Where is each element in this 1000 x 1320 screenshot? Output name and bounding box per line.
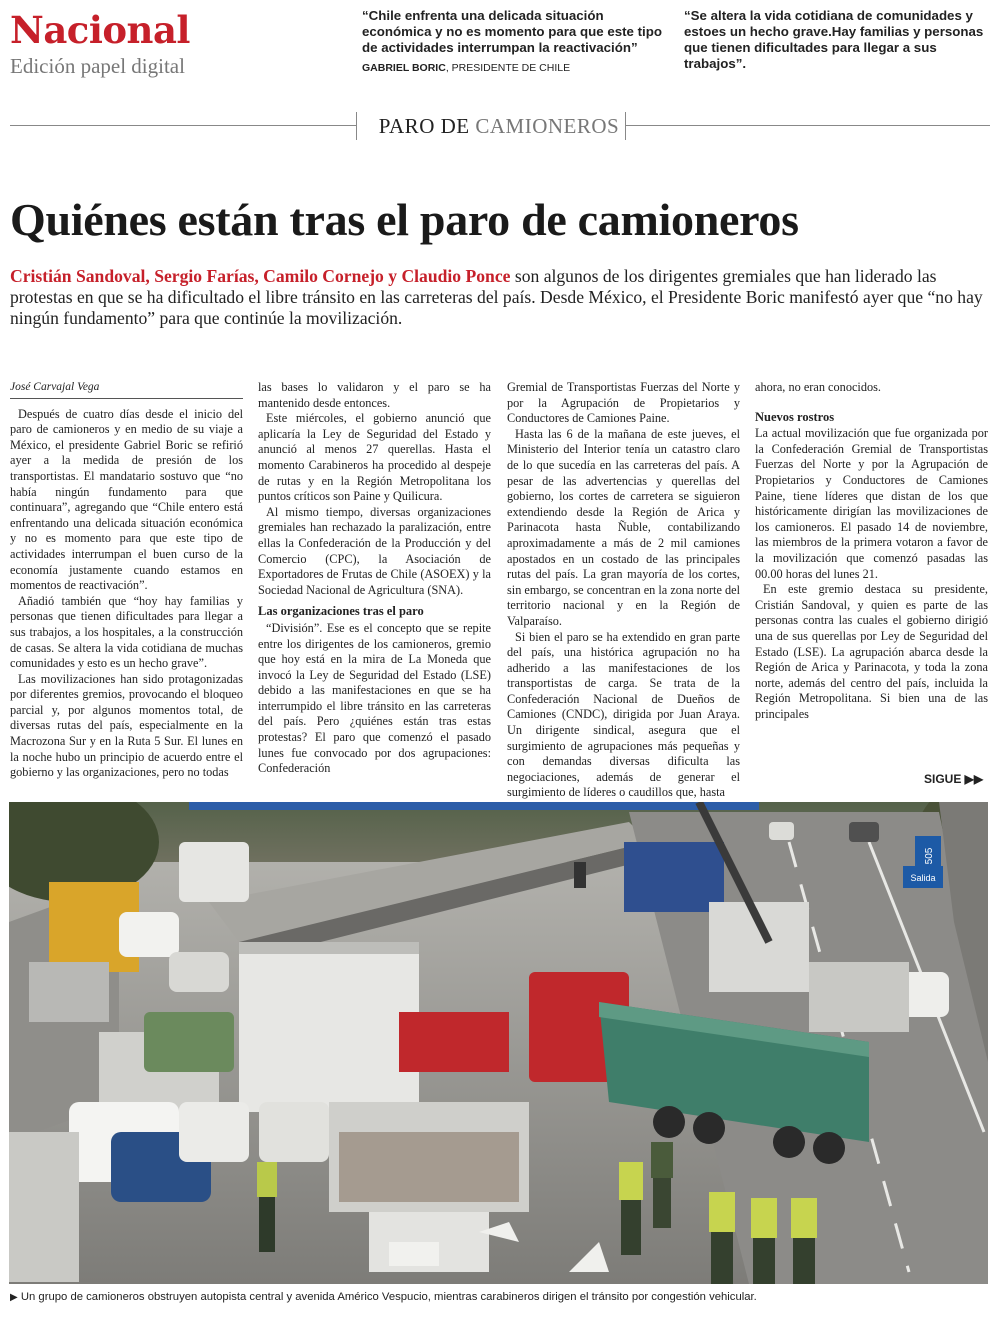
continue-link[interactable]: SIGUE ▶▶ <box>924 772 984 786</box>
masthead <box>10 8 350 88</box>
section-header <box>10 112 990 140</box>
rule-tick-left <box>356 112 357 140</box>
quote-text: “Chile enfrenta una delicada situación económica y no es momento para que este tipo de actividades interrumpan la reactivación” <box>362 8 662 55</box>
edition-label: Edición papel digital <box>10 54 185 78</box>
section-brand: Nacional <box>10 8 190 52</box>
article-lede <box>10 266 992 329</box>
section-title-part1: PARO DE <box>378 114 470 138</box>
paragraph: Este miércoles, el gobierno anunció que aplicaría la Ley de Seguridad del Estado y anunció al menos 27 querellas. Hasta el momento Carabineros ha procedido al despeje de rutas y en la Región Metropolitana los puntos críticos son Paine y Quilicura. <box>258 411 491 504</box>
quote-text: “Se altera la vida cotidiana de comunidades y estoes un hecho grave.Hay familias y personas que tienen dificultades para llegar a sus trabajos”. <box>684 8 984 71</box>
overhead-sign <box>189 802 759 810</box>
rule-left <box>10 125 356 126</box>
rule-tick-right <box>625 112 626 140</box>
exit-sign-text: Salida <box>910 873 936 883</box>
pull-quote-second <box>684 8 992 72</box>
paragraph: Las movilizaciones han sido protagonizadas por diferentes gremios, provocando el bloqueo parcial y, por algunos momentos total, de diversas rutas del país, especialmente en la Macrozona Sur y en la Ruta 5 Sur. El lunes en la noche hubo un principio de acuerdo entre el gobierno y las organizaciones, pero no todas <box>10 671 243 780</box>
paragraph: Añadió también que “hoy hay familias y personas que tienen dificultades para llegar a sus trabajos, a los hospitales, a la construcción de casas. Se altera la vida cotidiana de muchas comunidades y esto es un hecho grave”. <box>10 593 243 671</box>
article-column-3 <box>507 380 740 801</box>
subheading: Nuevos rostros <box>755 409 835 424</box>
white-trailer <box>239 942 419 1112</box>
article-headline: Quiénes están tras el paro de camioneros <box>10 194 799 245</box>
caption-text: Un grupo de camioneros obstruyen autopista central y avenida Américo Vespucio, mientras carabineros dirigen el tránsito por congestión vehicular. <box>17 1291 757 1303</box>
article-column-2 <box>258 380 491 777</box>
photo-illustration <box>9 802 988 1284</box>
paragraph: Gremial de Transportistas Fuerzas del Norte y por la Agrupación de Propietarios y Conductores de Camiones Paine. <box>507 380 740 426</box>
paragraph: las bases lo validaron y el paro se ha mantenido desde entonces. <box>258 380 491 410</box>
paragraph: Después de cuatro días desde el inicio del paro de camioneros y en medio de su viaje a México, el presidente Gabriel Boric se refirió ayer a la medida de presión de los transportistas. El mandatario sostuvo que “no había ningún fundamento para que continuara”, agregando que “Chile entero está enfrentando una delicada situación económica y no es momento para que este tipo de actividades interrumpan el buen curso de la economía justamente cuando estamos en momentos de reactivación”. <box>10 406 243 593</box>
section-title-part2: CAMIONEROS <box>475 114 620 138</box>
section-title <box>360 112 638 140</box>
exit-sign-number-text: 505 <box>924 847 935 865</box>
subheading: Las organizaciones tras el paro <box>258 604 424 619</box>
quote-author <box>362 62 672 74</box>
paragraph: La actual movilización que fue organizada por la Confederación Gremial de Transportistas Fuerzas del Norte y por la Agrupación de Propietarios y Conductores de Camiones Paine, tiene líderes que distan de los que históricamente dirigían las movilizaciones de los camioneros. El pasado 14 de noviembre, las miembros de la primera votaron a favor de la movilización que comenzó pasadas las 00.00 horas del lunes 21. <box>755 426 988 581</box>
quote-author-name: GABRIEL BORIC <box>362 62 446 74</box>
lede-text: son algunos de los dirigentes gremiales que han liderado las protestas en que se ha dificultado el libre tránsito en las carreteras del país. Desde México, el Presidente Boric manifestó ayer que “no hay ningún fundamento” para que continúe la movilización. <box>10 266 983 328</box>
photo-caption <box>10 1290 990 1305</box>
news-photo <box>9 802 988 1284</box>
article-column-4 <box>755 380 988 722</box>
paragraph: En este gremio destaca su presidente, Cristián Sandoval, y quien es parte de las personas contra las cuales el gobierno dirigió una de sus querellas por Ley de Seguridad del Estado (LSE). La agrupación abarca desde la Región de Arica y Parinacota, y toda la zona norte, además del centro del país, incluida la Región Metropolitana. Si bien una de las principales <box>755 582 988 721</box>
paragraph: Al mismo tiempo, diversas organizaciones gremiales han rechazado la paralización, entre ellas la Confederación de la Producción y del Comercio (CPC), la Asociación de Exportadores de Frutas de Chile (ASOEX) y la Sociedad Nacional de Agricultura (SNA). <box>258 504 491 597</box>
byline: José Carvajal Vega <box>10 380 243 399</box>
caption-marker: ▶ <box>10 1292 18 1303</box>
pull-quote-boric <box>362 8 672 74</box>
paragraph: Si bien el paro se ha extendido en gran parte del país, una histórica agrupación no ha adherido a las manifestaciones de los transportistas de carga. Se trata de la Confederación Nacional de Dueños de Camiones (CNDC), dirigida por Juan Araya. Un dirigente sindical, asegura que el surgimiento de agrupaciones más pequeñas y con demandas diversas dificulta las negociaciones, además de generar el surgimiento de líderes o caudillos que, hasta <box>507 629 740 800</box>
lede-names: Cristián Sandoval, Sergio Farías, Camilo Cornejo y Claudio Ponce <box>10 266 511 286</box>
paragraph: ahora, no eran conocidos. <box>755 380 881 394</box>
article-column-1 <box>10 380 243 781</box>
rule-right <box>626 125 990 126</box>
paragraph: Hasta las 6 de la mañana de este jueves, el Ministerio del Interior tenía un catastro claro de lo que sucedía en las carreteras del país. A pesar de las advertencias y querellas del gobierno, los cortes de carretera se siguieron extendiendo desde la Región de Arica y Parinacota hasta Ñuble, contabilizando aproximadamente a más de 2 mil camiones apostados en un costado de las principales rutas del país. La gran mayoría de los cortes, sin embargo, se concentran en la zona norte del territorio nacional y en la Región de Valparaíso. <box>507 426 740 628</box>
quote-author-role: , PRESIDENTE DE CHILE <box>445 62 571 74</box>
paragraph: “División”. Ese es el concepto que se repite entre los dirigentes de los camioneros, gremio que hoy está en la mira de La Moneda que invocó la Ley de Seguridad del Estado (LSE) debido a las manifestaciones en que se ha interrumpido el libre tránsito en las carreteras del país. Pero ¿quiénes están tras estas protestas? El paro que comenzó el pasado lunes fue convocado por dos agrupaciones: Confederación <box>258 620 491 776</box>
